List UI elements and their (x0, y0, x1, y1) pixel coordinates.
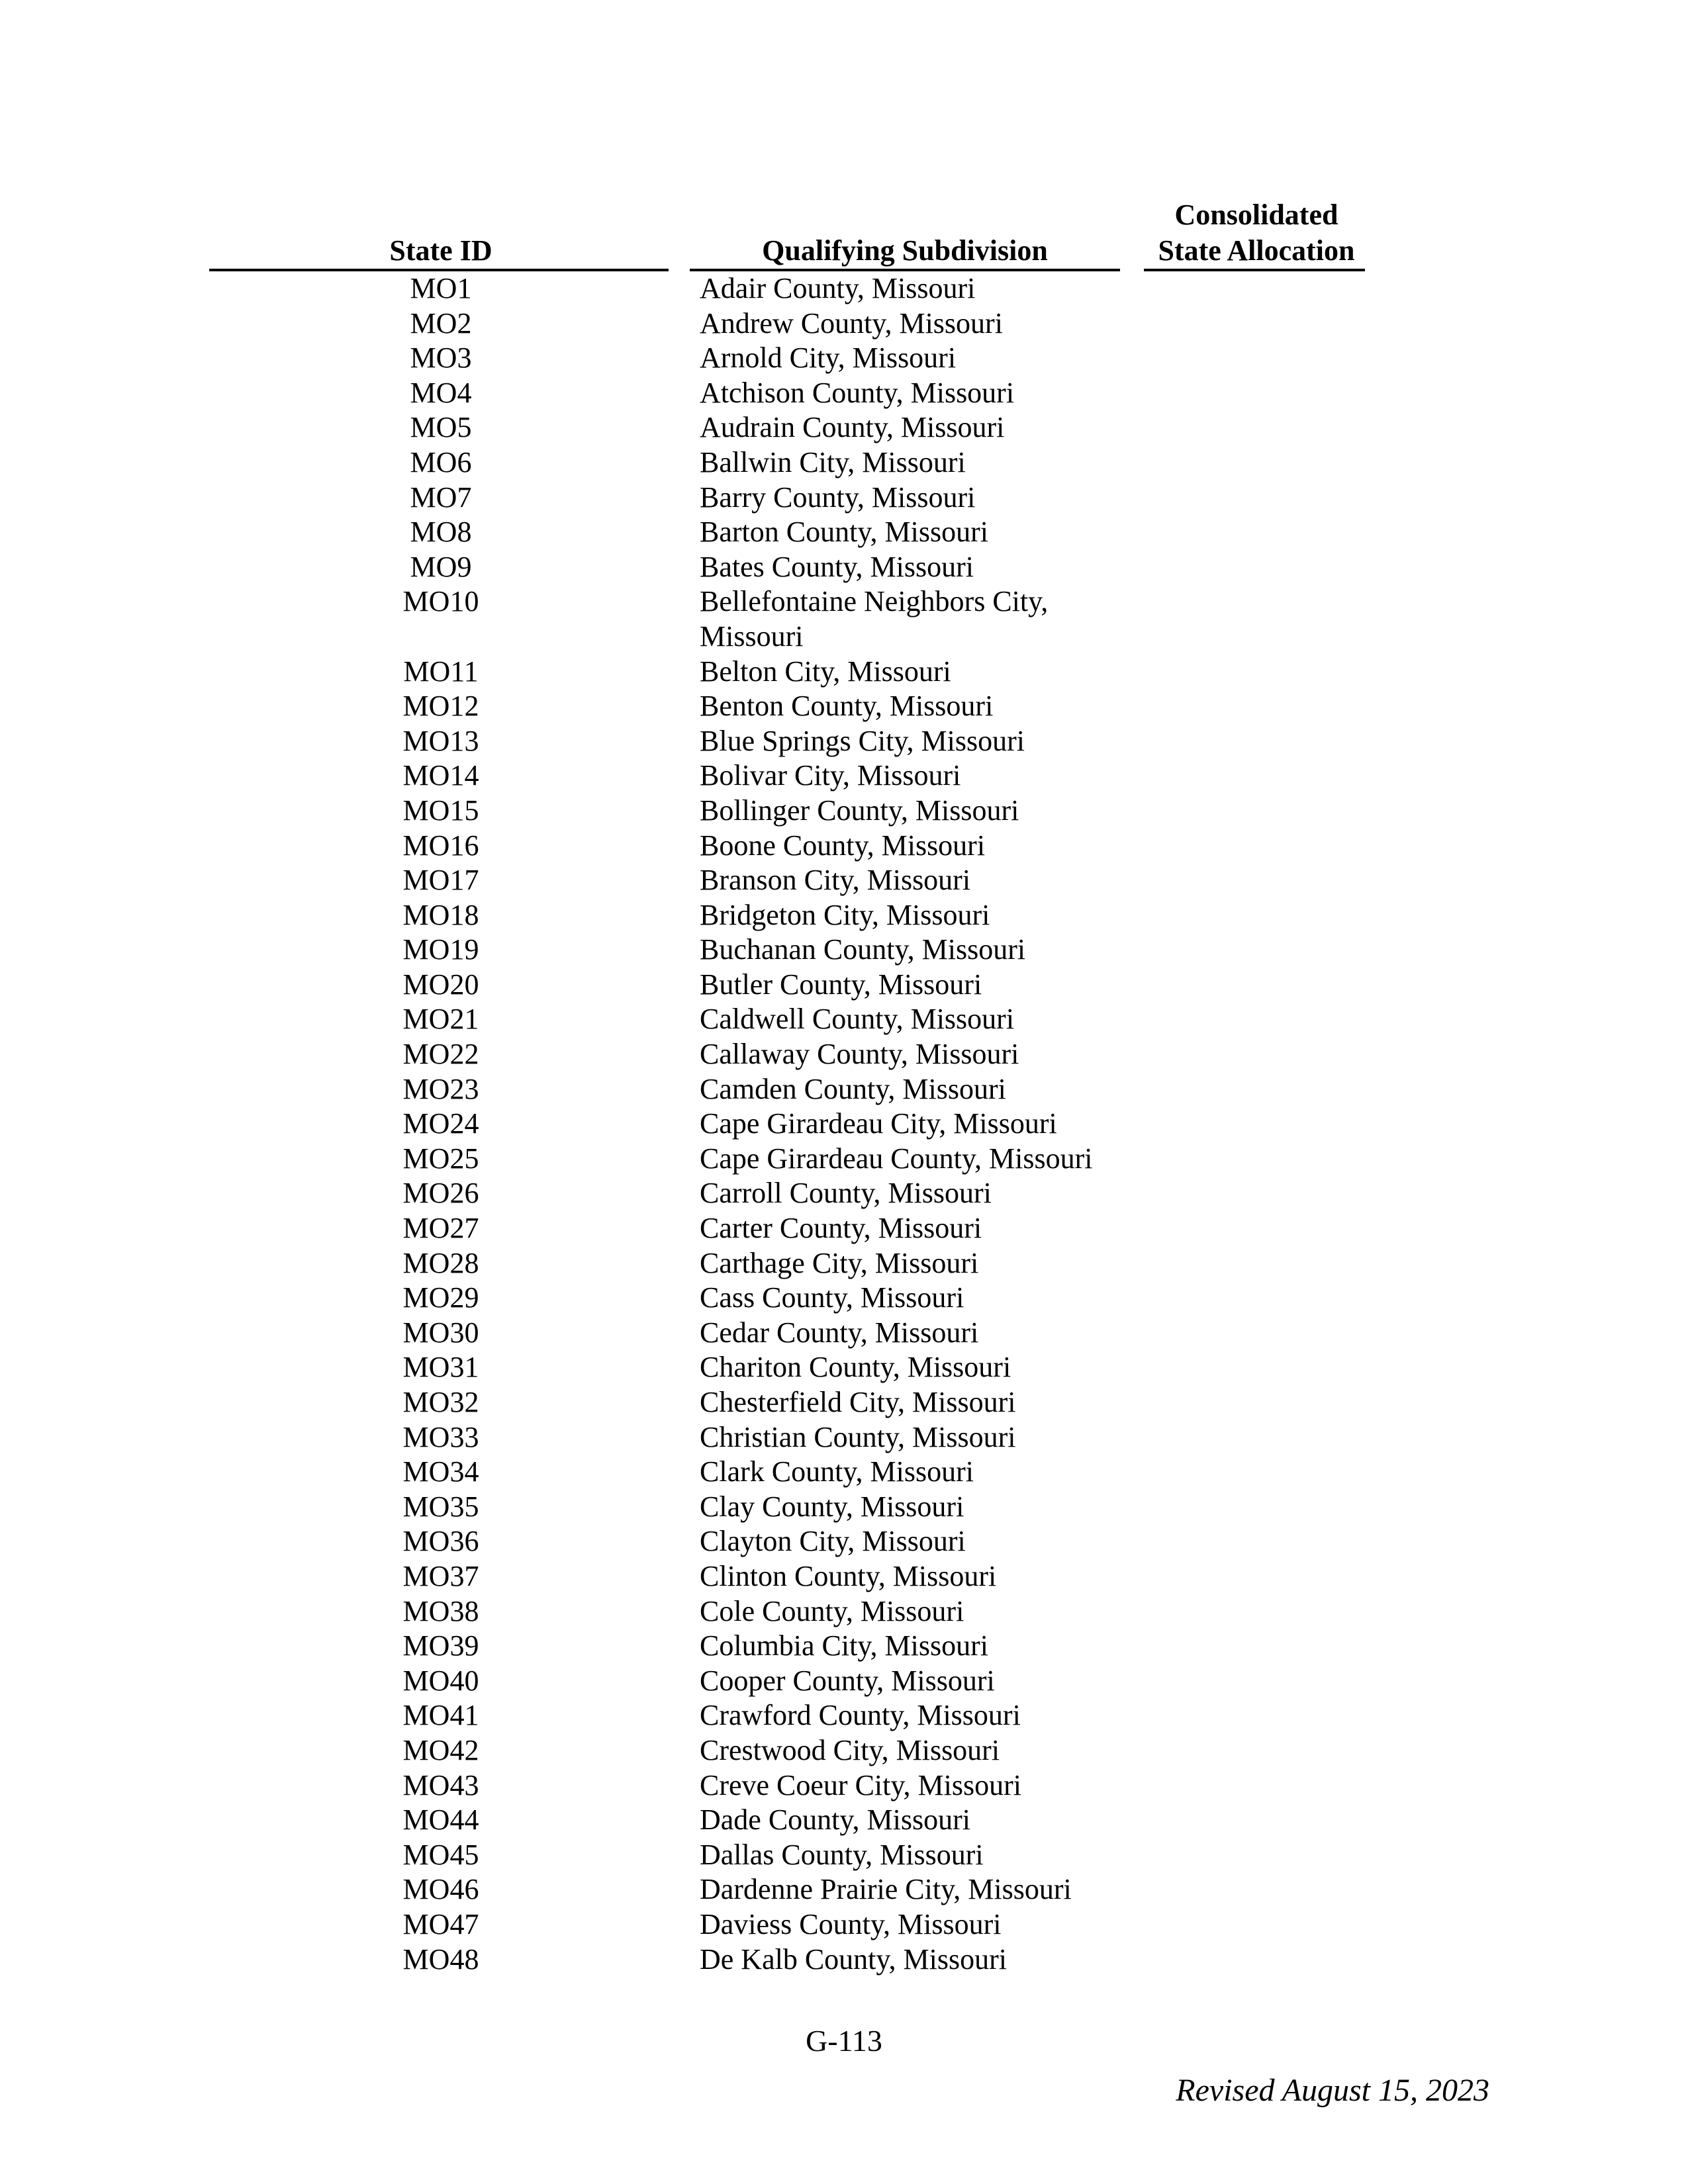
subdivision-cell: Arnold City, Missouri (700, 341, 957, 375)
state-id-cell: MO12 (402, 690, 479, 723)
header-state-id: State ID (389, 234, 492, 267)
subdivision-cell: Adair County, Missouri (700, 272, 976, 304)
state-id-cell: MO5 (410, 411, 472, 444)
state-id-cell: MO27 (402, 1212, 479, 1245)
subdivision-cell: Boone County, Missouri (700, 829, 986, 862)
subdivision-cell: Cooper County, Missouri (700, 1664, 995, 1697)
state-id-cell: MO1 (410, 272, 472, 304)
table-row (0, 758, 1688, 794)
state-id-cell: MO26 (402, 1177, 479, 1210)
state-id-cell: MO29 (402, 1281, 479, 1314)
subdivision-cell: Buchanan County, Missouri (700, 933, 1026, 966)
subdivision-cell: Barton County, Missouri (700, 516, 988, 549)
table-row (0, 1524, 1688, 1559)
state-id-cell: MO15 (402, 794, 479, 827)
subdivision-cell: Carthage City, Missouri (700, 1246, 979, 1279)
table-row (0, 933, 1688, 968)
subdivision-cell: Carroll County, Missouri (700, 1177, 992, 1210)
table-row (0, 376, 1688, 411)
table-row (0, 968, 1688, 1003)
subdivision-cell: Creve Coeur City, Missouri (700, 1768, 1021, 1801)
state-id-cell: MO7 (410, 480, 472, 514)
subdivision-cell: Callaway County, Missouri (700, 1038, 1019, 1071)
table-row (0, 1838, 1688, 1873)
subdivision-cell: Carter County, Missouri (700, 1212, 982, 1245)
state-id-cell: MO44 (402, 1803, 479, 1837)
state-id-cell: MO17 (402, 864, 479, 897)
table-row (0, 410, 1688, 445)
state-id-cell: MO48 (402, 1942, 479, 1976)
subdivision-cell: Cedar County, Missouri (700, 1316, 979, 1349)
state-id-cell: MO45 (402, 1838, 479, 1871)
state-id-cell: MO16 (402, 829, 479, 862)
state-id-cell: MO33 (402, 1420, 479, 1453)
table-row (0, 1107, 1688, 1142)
state-id-cell: MO6 (410, 445, 472, 478)
subdivision-cell: Benton County, Missouri (700, 690, 994, 723)
subdivision-cell: Bellefontaine Neighbors City, Missouri (700, 585, 1049, 653)
table-row (0, 724, 1688, 759)
table-row (0, 584, 1688, 654)
subdivision-cell: Dardenne Prairie City, Missouri (700, 1873, 1072, 1906)
state-id-cell: MO34 (402, 1455, 479, 1488)
state-id-cell: MO32 (402, 1386, 479, 1418)
subdivision-cell: Cole County, Missouri (700, 1594, 964, 1627)
table-row (0, 1664, 1688, 1699)
table-row (0, 898, 1688, 933)
subdivision-cell: Camden County, Missouri (700, 1072, 1006, 1105)
state-id-cell: MO35 (402, 1490, 479, 1523)
table-row (0, 1490, 1688, 1525)
table-row (0, 829, 1688, 864)
table-row (0, 341, 1688, 376)
revision-date: Revised August 15, 2023 (1176, 2073, 1489, 2108)
subdivision-cell: Clark County, Missouri (700, 1455, 974, 1488)
state-id-cell: MO46 (402, 1873, 479, 1906)
state-id-cell: MO38 (402, 1594, 479, 1627)
state-id-cell: MO36 (402, 1525, 479, 1558)
table-row (0, 1176, 1688, 1211)
state-id-cell: MO43 (402, 1768, 479, 1801)
table-row (0, 1872, 1688, 1907)
table-row (0, 1942, 1688, 1978)
table-row (0, 1385, 1688, 1420)
subdivision-cell: Bates County, Missouri (700, 550, 974, 583)
subdivision-cell: Andrew County, Missouri (700, 306, 1003, 340)
table-row (0, 271, 1688, 306)
header-allocation-line1: Consolidated (1174, 199, 1338, 231)
state-id-cell: MO11 (403, 655, 479, 688)
subdivision-cell: Christian County, Missouri (700, 1420, 1016, 1453)
subdivision-cell: Atchison County, Missouri (700, 376, 1015, 409)
state-id-cell: MO24 (402, 1107, 479, 1140)
table-row (0, 1316, 1688, 1351)
table-row (0, 1733, 1688, 1768)
subdivision-cell: Columbia City, Missouri (700, 1629, 988, 1662)
state-id-cell: MO31 (402, 1351, 479, 1384)
state-id-cell: MO47 (402, 1907, 479, 1940)
table-row (0, 689, 1688, 724)
subdivision-cell: Clayton City, Missouri (700, 1525, 966, 1558)
state-id-cell: MO4 (410, 376, 472, 409)
page-number: G-113 (806, 2024, 882, 2058)
table-row (0, 1420, 1688, 1455)
table-body (0, 271, 1688, 1977)
header-allocation-line2: State Allocation (1158, 234, 1355, 267)
table-row (0, 1594, 1688, 1629)
subdivision-cell: Branson City, Missouri (700, 864, 971, 897)
table-row (0, 306, 1688, 341)
subdivision-cell: Bollinger County, Missouri (700, 794, 1019, 827)
table-row (0, 1211, 1688, 1246)
state-id-cell: MO30 (402, 1316, 479, 1349)
subdivision-cell: Audrain County, Missouri (700, 411, 1005, 444)
state-id-cell: MO22 (402, 1038, 479, 1071)
state-id-cell: MO9 (410, 550, 472, 583)
subdivision-cell: Dallas County, Missouri (700, 1838, 984, 1871)
state-id-cell: MO20 (402, 968, 479, 1001)
subdivision-cell: Clay County, Missouri (700, 1490, 964, 1523)
table-row (0, 1246, 1688, 1281)
table-row (0, 515, 1688, 550)
subdivision-cell: Blue Springs City, Missouri (700, 724, 1025, 757)
table-row (0, 794, 1688, 829)
state-id-cell: MO42 (402, 1733, 479, 1766)
subdivision-cell: Caldwell County, Missouri (700, 1003, 1015, 1036)
subdivision-cell: Clinton County, Missouri (700, 1559, 997, 1592)
table-row (0, 445, 1688, 480)
table-row (0, 655, 1688, 690)
table-row (0, 1907, 1688, 1942)
state-id-cell: MO40 (402, 1664, 479, 1697)
state-id-cell: MO18 (402, 898, 479, 931)
subdivision-cell: Belton City, Missouri (700, 655, 951, 688)
subdivision-cell: Crawford County, Missouri (700, 1699, 1021, 1732)
subdivision-cell: Bolivar City, Missouri (700, 759, 961, 792)
subdivision-cell: Cass County, Missouri (700, 1281, 964, 1314)
subdivision-cell: Cape Girardeau City, Missouri (700, 1107, 1057, 1140)
subdivision-cell: Bridgeton City, Missouri (700, 898, 990, 931)
subdivision-cell: Dade County, Missouri (700, 1803, 971, 1837)
table-row (0, 1350, 1688, 1385)
subdivision-cell: Chesterfield City, Missouri (700, 1386, 1016, 1418)
table-row (0, 1037, 1688, 1072)
subdivision-cell: Butler County, Missouri (700, 968, 982, 1001)
state-id-cell: MO41 (402, 1699, 479, 1732)
state-id-cell: MO3 (410, 341, 472, 375)
table-row (0, 1803, 1688, 1838)
state-id-cell: MO25 (402, 1142, 479, 1175)
table-row (0, 1072, 1688, 1107)
state-id-cell: MO21 (402, 1003, 479, 1036)
table-row (0, 480, 1688, 516)
state-id-cell: MO23 (402, 1072, 479, 1105)
subdivision-cell: Daviess County, Missouri (700, 1907, 1002, 1940)
table-row (0, 1002, 1688, 1037)
subdivision-cell: Cape Girardeau County, Missouri (700, 1142, 1093, 1175)
state-id-cell: MO28 (402, 1246, 479, 1279)
table-row (0, 863, 1688, 898)
state-id-cell: MO39 (402, 1629, 479, 1662)
header-qualifying-subdivision: Qualifying Subdivision (762, 234, 1048, 267)
state-id-cell: MO37 (402, 1559, 479, 1592)
table-row (0, 1698, 1688, 1733)
subdivision-cell: De Kalb County, Missouri (700, 1942, 1008, 1976)
table-row (0, 550, 1688, 585)
subdivision-cell: Crestwood City, Missouri (700, 1733, 1000, 1766)
state-id-cell: MO8 (410, 516, 472, 549)
state-id-cell: MO13 (402, 724, 479, 757)
state-id-cell: MO2 (410, 306, 472, 340)
subdivision-cell: Ballwin City, Missouri (700, 445, 966, 478)
table-row (0, 1559, 1688, 1594)
state-id-cell: MO14 (402, 759, 479, 792)
table-row (0, 1142, 1688, 1177)
state-id-cell: MO10 (402, 585, 479, 618)
table-row (0, 1629, 1688, 1664)
table-row (0, 1281, 1688, 1316)
table-row (0, 1455, 1688, 1490)
table-row (0, 1768, 1688, 1803)
state-id-cell: MO19 (402, 933, 479, 966)
subdivision-cell: Chariton County, Missouri (700, 1351, 1011, 1384)
subdivision-cell: Barry County, Missouri (700, 480, 976, 514)
